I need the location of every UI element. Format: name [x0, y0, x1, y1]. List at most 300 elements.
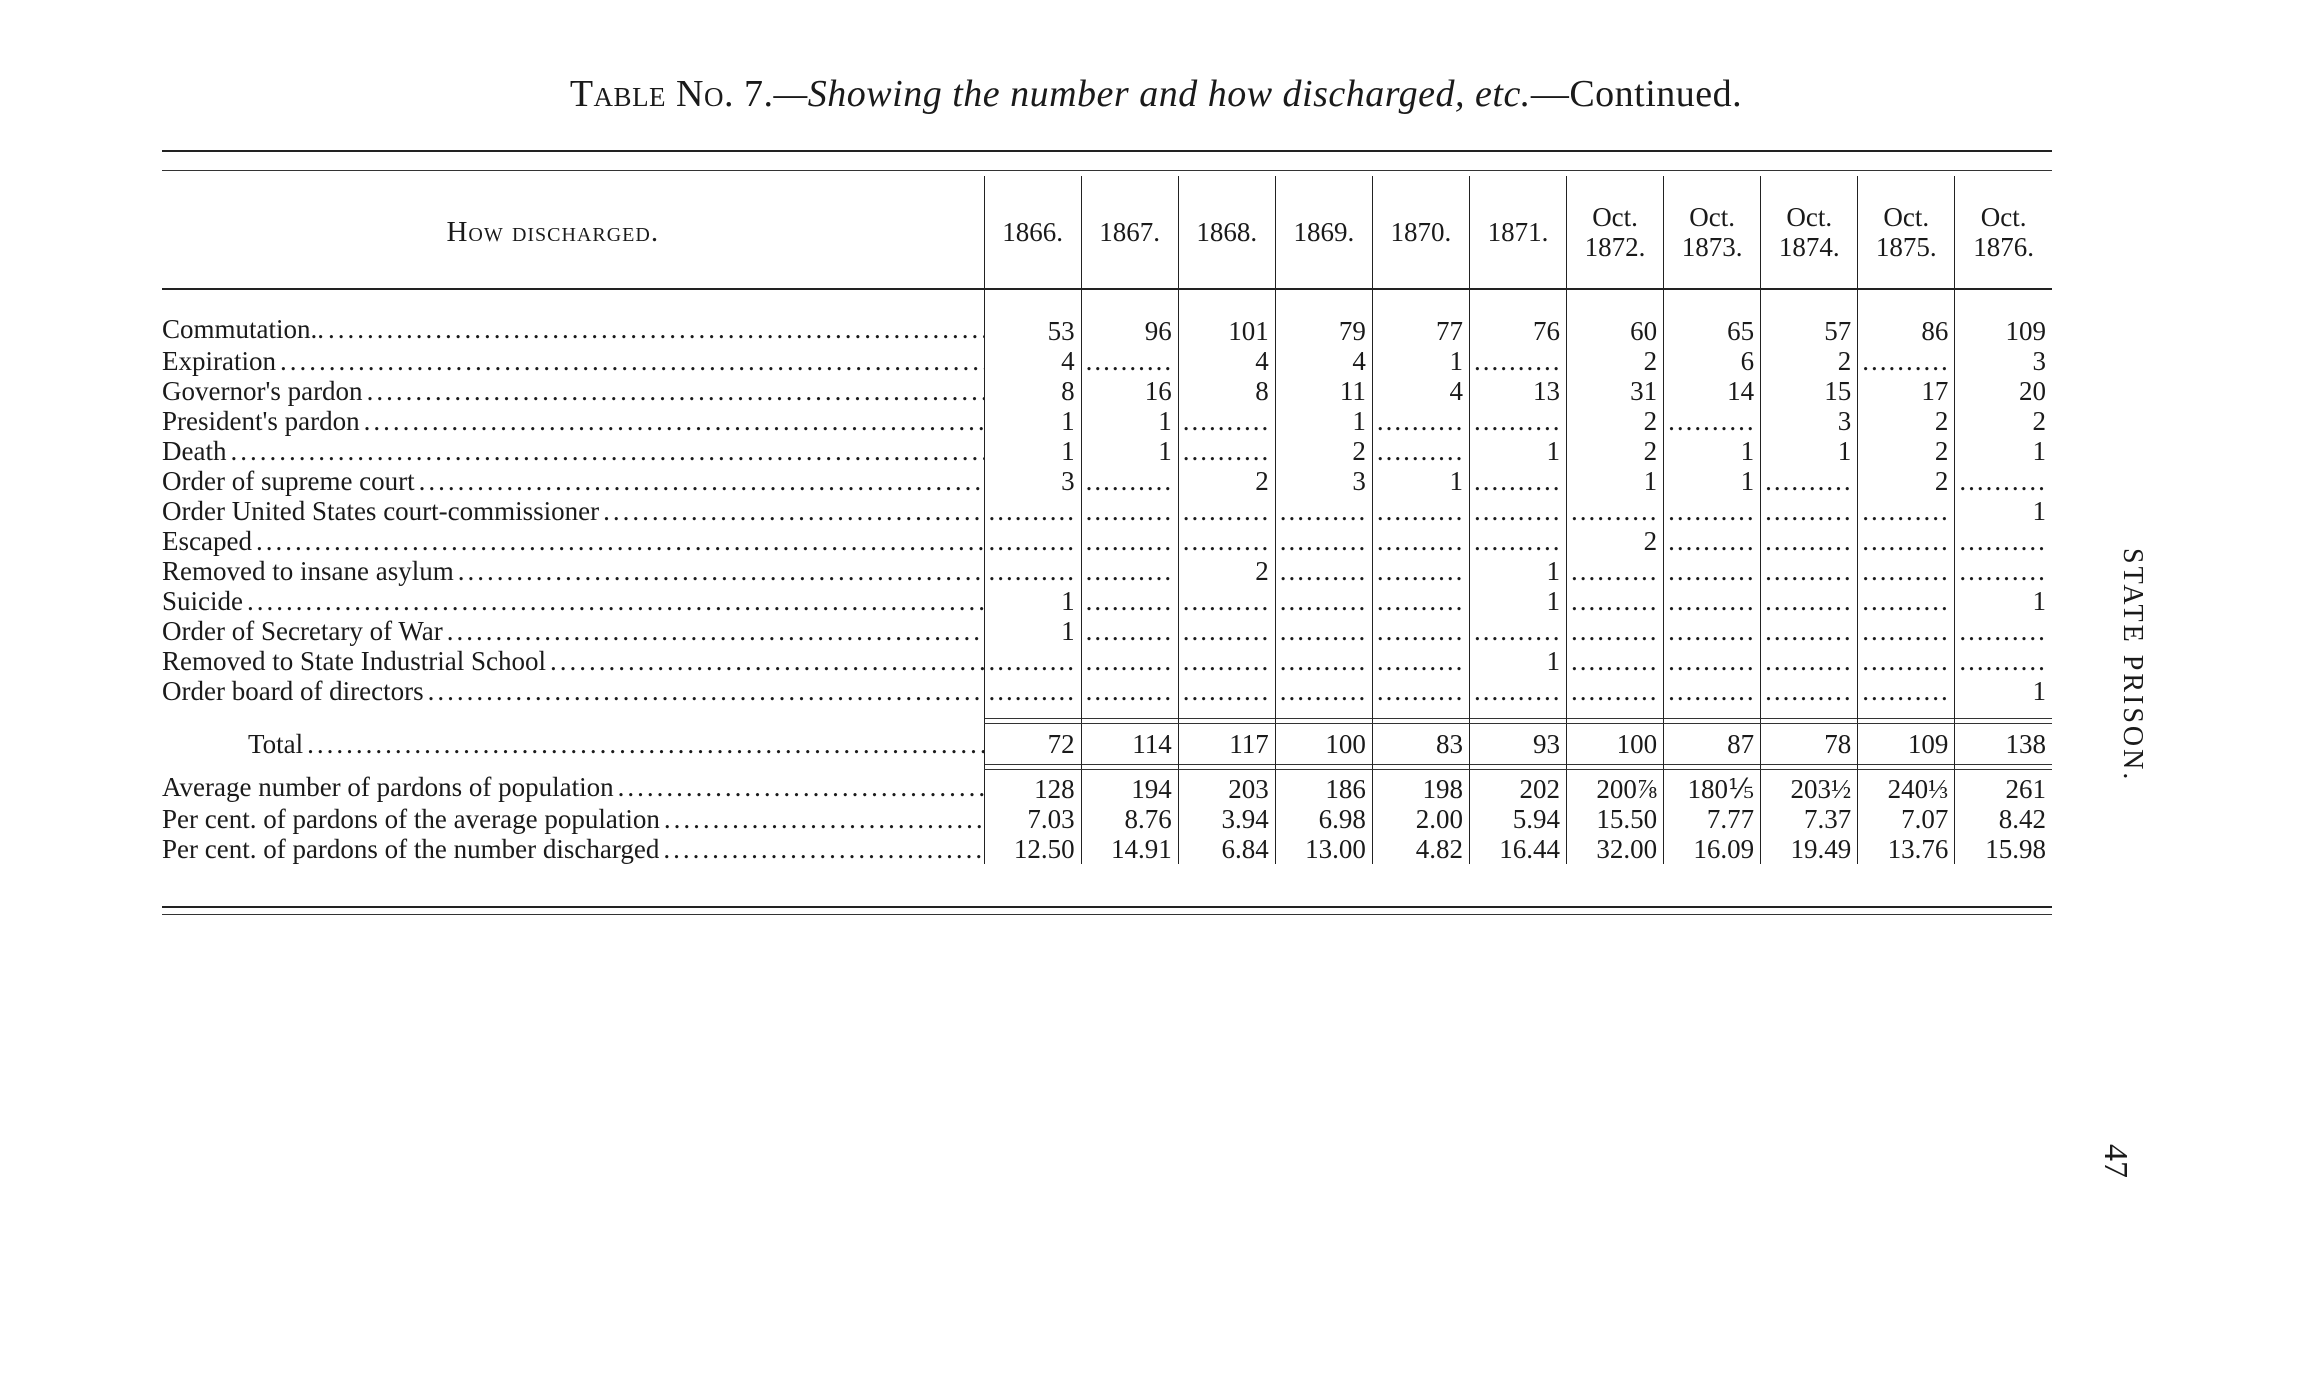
- value-cell: 1: [1664, 436, 1761, 466]
- value-cell: [1567, 556, 1664, 586]
- value-cell: 77: [1372, 312, 1469, 346]
- row-label: Per cent. of pardons of the number discharged: [162, 834, 660, 864]
- value-cell: [1178, 616, 1275, 646]
- header-year: Oct. 1874.: [1761, 176, 1858, 289]
- value-cell: [1567, 676, 1664, 706]
- empty-leader-dots: [1664, 556, 1754, 586]
- spacer-cell: [1858, 289, 1955, 312]
- value-cell: [1275, 556, 1372, 586]
- empty-leader-dots: [1664, 646, 1754, 676]
- value-cell: 1: [1955, 586, 2052, 616]
- table-row: [162, 526, 2052, 556]
- value-cell: 2: [1955, 406, 2052, 436]
- value-cell: 114: [1081, 724, 1178, 765]
- empty-leader-dots: [1373, 646, 1463, 676]
- empty-leader-dots: [1276, 616, 1366, 646]
- value-cell: 1: [1761, 436, 1858, 466]
- value-cell: [984, 556, 1081, 586]
- value-cell: 1: [1372, 466, 1469, 496]
- empty-leader-dots: [1373, 616, 1463, 646]
- value-cell: 15: [1761, 376, 1858, 406]
- value-cell: 96: [1081, 312, 1178, 346]
- value-cell: 7.37: [1761, 804, 1858, 834]
- empty-leader-dots: [985, 526, 1075, 556]
- row-label-cell: [162, 406, 984, 436]
- value-cell: 8.76: [1081, 804, 1178, 834]
- empty-leader-dots: [1955, 526, 2046, 556]
- empty-leader-dots: [1373, 586, 1463, 616]
- value-cell: [1858, 496, 1955, 526]
- value-cell: 20: [1955, 376, 2052, 406]
- empty-leader-dots: [1470, 676, 1560, 706]
- empty-leader-dots: [1567, 676, 1657, 706]
- value-cell: 1: [984, 436, 1081, 466]
- value-cell: 4.82: [1372, 834, 1469, 864]
- value-cell: [1761, 556, 1858, 586]
- value-cell: 14: [1664, 376, 1761, 406]
- value-cell: 8: [1178, 376, 1275, 406]
- empty-leader-dots: [1761, 526, 1851, 556]
- value-cell: 2: [1858, 436, 1955, 466]
- empty-leader-dots: [1082, 346, 1172, 376]
- empty-leader-dots: [1761, 646, 1851, 676]
- empty-leader-dots: [1955, 556, 2046, 586]
- row-label-cell: [162, 376, 984, 406]
- empty-leader-dots: [1179, 436, 1269, 466]
- row-label: Escaped: [162, 526, 252, 556]
- stats-row: [162, 770, 2052, 805]
- value-cell: [1081, 466, 1178, 496]
- value-cell: 2: [1567, 436, 1664, 466]
- empty-leader-dots: [1276, 586, 1366, 616]
- value-cell: 19.49: [1761, 834, 1858, 864]
- value-cell: [1955, 526, 2052, 556]
- value-cell: 15.50: [1567, 804, 1664, 834]
- table-row: [162, 436, 2052, 466]
- value-cell: 4: [1372, 376, 1469, 406]
- value-cell: 14.91: [1081, 834, 1178, 864]
- spacer-cell: [162, 706, 984, 719]
- leader-dots: [230, 436, 984, 466]
- row-label: Order of supreme court: [162, 466, 415, 496]
- leader-dots: [419, 466, 984, 496]
- empty-leader-dots: [1082, 496, 1172, 526]
- value-cell: [984, 526, 1081, 556]
- value-cell: [1664, 526, 1761, 556]
- empty-leader-dots: [1276, 526, 1366, 556]
- value-cell: 200⅞: [1567, 770, 1664, 805]
- value-cell: 78: [1761, 724, 1858, 765]
- empty-leader-dots: [1470, 406, 1560, 436]
- value-cell: 76: [1469, 312, 1566, 346]
- row-label: Order of Secretary of War: [162, 616, 443, 646]
- table-row: [162, 466, 2052, 496]
- empty-leader-dots: [985, 496, 1075, 526]
- empty-leader-dots: [1955, 466, 2046, 496]
- value-cell: 3: [1955, 346, 2052, 376]
- value-cell: 3: [1275, 466, 1372, 496]
- value-cell: [984, 496, 1081, 526]
- spacer-cell: [1664, 289, 1761, 312]
- value-cell: [1664, 556, 1761, 586]
- empty-leader-dots: [1373, 676, 1463, 706]
- row-label-cell: [162, 436, 984, 466]
- total-row: [162, 724, 2052, 765]
- value-cell: [1372, 556, 1469, 586]
- value-cell: 2: [1178, 466, 1275, 496]
- value-cell: 87: [1664, 724, 1761, 765]
- value-cell: 53: [984, 312, 1081, 346]
- value-cell: 60: [1567, 312, 1664, 346]
- value-cell: 86: [1858, 312, 1955, 346]
- empty-leader-dots: [1082, 556, 1172, 586]
- empty-leader-dots: [1082, 646, 1172, 676]
- spacer-cell: [984, 289, 1081, 312]
- value-cell: 203½: [1761, 770, 1858, 805]
- value-cell: 194: [1081, 770, 1178, 805]
- empty-leader-dots: [1082, 466, 1172, 496]
- value-cell: [1178, 406, 1275, 436]
- value-cell: [1275, 616, 1372, 646]
- value-cell: 1: [1372, 346, 1469, 376]
- value-cell: [1178, 676, 1275, 706]
- value-cell: 1: [984, 406, 1081, 436]
- leader-dots: [328, 314, 984, 344]
- value-cell: [1955, 646, 2052, 676]
- empty-leader-dots: [1664, 616, 1754, 646]
- value-cell: [1372, 406, 1469, 436]
- value-cell: 202: [1469, 770, 1566, 805]
- value-cell: 4: [1178, 346, 1275, 376]
- row-label-cell: [162, 804, 984, 834]
- row-label: Governor's pardon: [162, 376, 363, 406]
- value-cell: [1955, 616, 2052, 646]
- row-label: Average number of pardons of population: [162, 771, 614, 802]
- spacer-cell: [1567, 706, 1664, 719]
- value-cell: [1178, 436, 1275, 466]
- spacer-cell: [1955, 706, 2052, 719]
- row-label-cell: [162, 526, 984, 556]
- value-cell: 100: [1567, 724, 1664, 765]
- row-label: Total: [248, 729, 304, 759]
- leader-dots: [364, 406, 984, 436]
- row-label-cell: [162, 312, 984, 346]
- stats-row: [162, 804, 2052, 834]
- empty-leader-dots: [1082, 676, 1172, 706]
- empty-leader-dots: [1373, 496, 1463, 526]
- value-cell: [1178, 586, 1275, 616]
- page-title: [0, 72, 2312, 116]
- value-cell: [1469, 616, 1566, 646]
- value-cell: 8.42: [1955, 804, 2052, 834]
- row-label-cell: [162, 646, 984, 676]
- value-cell: [1664, 616, 1761, 646]
- empty-leader-dots: [1470, 496, 1560, 526]
- bottom-rule-inner: [162, 914, 2052, 915]
- value-cell: 1: [1081, 436, 1178, 466]
- value-cell: [1469, 346, 1566, 376]
- row-label: Order United States court-commissioner: [162, 496, 600, 526]
- value-cell: [1858, 676, 1955, 706]
- value-cell: 1: [984, 586, 1081, 616]
- value-cell: 11: [1275, 376, 1372, 406]
- empty-leader-dots: [1470, 526, 1560, 556]
- leader-dots: [280, 346, 984, 376]
- value-cell: [1081, 496, 1178, 526]
- value-cell: 100: [1275, 724, 1372, 765]
- value-cell: 4: [984, 346, 1081, 376]
- row-label-cell: [162, 676, 984, 706]
- value-cell: [1178, 646, 1275, 676]
- empty-leader-dots: [1664, 586, 1754, 616]
- empty-leader-dots: [1858, 526, 1948, 556]
- empty-leader-dots: [1082, 526, 1172, 556]
- leader-dots: [428, 676, 984, 706]
- value-cell: 2: [1567, 346, 1664, 376]
- value-cell: [984, 676, 1081, 706]
- value-cell: [1275, 586, 1372, 616]
- empty-leader-dots: [1858, 676, 1948, 706]
- empty-leader-dots: [1761, 466, 1851, 496]
- value-cell: 7.07: [1858, 804, 1955, 834]
- empty-leader-dots: [1373, 436, 1463, 466]
- empty-leader-dots: [1567, 556, 1657, 586]
- value-cell: [1858, 556, 1955, 586]
- value-cell: 1: [1081, 406, 1178, 436]
- table-row: [162, 312, 2052, 346]
- header-year: 1869.: [1275, 176, 1372, 289]
- empty-leader-dots: [1276, 496, 1366, 526]
- value-cell: 2: [1567, 406, 1664, 436]
- value-cell: 15.98: [1955, 834, 2052, 864]
- header-year: Oct. 1875.: [1858, 176, 1955, 289]
- value-cell: [1081, 616, 1178, 646]
- empty-leader-dots: [1761, 556, 1851, 586]
- empty-leader-dots: [1664, 406, 1754, 436]
- empty-leader-dots: [985, 556, 1075, 586]
- empty-leader-dots: [1470, 466, 1560, 496]
- value-cell: 1: [1275, 406, 1372, 436]
- row-label-cell: [162, 586, 984, 616]
- value-cell: [1567, 616, 1664, 646]
- empty-leader-dots: [1567, 496, 1657, 526]
- gap-row: [162, 706, 2052, 719]
- value-cell: [1761, 646, 1858, 676]
- value-cell: 16.09: [1664, 834, 1761, 864]
- table-row: [162, 586, 2052, 616]
- title-tail: —Continued.: [1530, 73, 1743, 115]
- leader-dots: [307, 729, 984, 759]
- value-cell: 180⅕: [1664, 770, 1761, 805]
- value-cell: [1469, 466, 1566, 496]
- header-year: Oct. 1876.: [1955, 176, 2052, 289]
- leader-dots: [603, 496, 984, 526]
- value-cell: 101: [1178, 312, 1275, 346]
- title-lead: Table No. 7.: [569, 73, 774, 115]
- spacer-cell: [1275, 289, 1372, 312]
- value-cell: 6.84: [1178, 834, 1275, 864]
- row-label-cell: [162, 834, 984, 864]
- header-year: Oct. 1873.: [1664, 176, 1761, 289]
- leader-dots: [618, 772, 984, 802]
- value-cell: 7.03: [984, 804, 1081, 834]
- value-cell: [1469, 676, 1566, 706]
- leader-dots: [367, 376, 984, 406]
- value-cell: [1664, 406, 1761, 436]
- table-row: [162, 646, 2052, 676]
- empty-leader-dots: [1858, 556, 1948, 586]
- header-year: 1871.: [1469, 176, 1566, 289]
- row-label-cell: [162, 556, 984, 586]
- table-row: [162, 376, 2052, 406]
- empty-leader-dots: [1664, 496, 1754, 526]
- value-cell: 3: [1761, 406, 1858, 436]
- leader-dots: [447, 616, 984, 646]
- value-cell: [1761, 466, 1858, 496]
- value-cell: 1: [1469, 436, 1566, 466]
- table-row: [162, 556, 2052, 586]
- value-cell: [1081, 676, 1178, 706]
- value-cell: [1081, 346, 1178, 376]
- row-label: Expiration: [162, 346, 276, 376]
- value-cell: 203: [1178, 770, 1275, 805]
- empty-leader-dots: [1373, 556, 1463, 586]
- spacer-cell: [1178, 706, 1275, 719]
- value-cell: 2: [1178, 556, 1275, 586]
- value-cell: 7.77: [1664, 804, 1761, 834]
- value-cell: [1372, 646, 1469, 676]
- row-label-cell: [162, 770, 984, 805]
- discharge-table-wrapper: [162, 176, 2052, 864]
- value-cell: 117: [1178, 724, 1275, 765]
- empty-leader-dots: [1858, 616, 1948, 646]
- value-cell: [1372, 676, 1469, 706]
- value-cell: [1469, 496, 1566, 526]
- empty-leader-dots: [1858, 586, 1948, 616]
- leader-dots: [256, 526, 984, 556]
- value-cell: [984, 646, 1081, 676]
- value-cell: 240⅓: [1858, 770, 1955, 805]
- empty-leader-dots: [1373, 406, 1463, 436]
- value-cell: 1: [1469, 646, 1566, 676]
- value-cell: 13.00: [1275, 834, 1372, 864]
- empty-leader-dots: [1276, 646, 1366, 676]
- row-label: Removed to insane asylum: [162, 556, 454, 586]
- row-label: Per cent. of pardons of the average population: [162, 804, 660, 834]
- value-cell: 3.94: [1178, 804, 1275, 834]
- value-cell: 109: [1955, 312, 2052, 346]
- header-year: 1867.: [1081, 176, 1178, 289]
- spacer-cell: [1178, 289, 1275, 312]
- empty-leader-dots: [1276, 676, 1366, 706]
- empty-leader-dots: [1858, 646, 1948, 676]
- empty-leader-dots: [1470, 346, 1560, 376]
- title-italic: —Showing the number and how discharged, etc.: [773, 73, 1531, 115]
- value-cell: 79: [1275, 312, 1372, 346]
- row-label: Removed to State Industrial School: [162, 646, 546, 676]
- value-cell: 198: [1372, 770, 1469, 805]
- top-rule-outer: [162, 150, 2052, 152]
- empty-leader-dots: [1664, 676, 1754, 706]
- side-running-head: STATE PRISON.: [2117, 548, 2148, 783]
- row-label: Death: [162, 436, 227, 466]
- spacer-cell: [1955, 289, 2052, 312]
- spacer-cell: [1372, 289, 1469, 312]
- empty-leader-dots: [1858, 496, 1948, 526]
- spacer-cell: [1761, 289, 1858, 312]
- value-cell: [1858, 646, 1955, 676]
- value-cell: 83: [1372, 724, 1469, 765]
- leader-dots: [247, 586, 984, 616]
- header-year: 1870.: [1372, 176, 1469, 289]
- value-cell: [1081, 646, 1178, 676]
- value-cell: [1372, 436, 1469, 466]
- spacer-cell: [1372, 706, 1469, 719]
- table-row: [162, 616, 2052, 646]
- empty-leader-dots: [1470, 616, 1560, 646]
- value-cell: 32.00: [1567, 834, 1664, 864]
- value-cell: [1664, 646, 1761, 676]
- row-label: Order board of directors: [162, 676, 424, 706]
- spacer-cell: [1081, 289, 1178, 312]
- value-cell: 109: [1858, 724, 1955, 765]
- empty-leader-dots: [1373, 526, 1463, 556]
- value-cell: [1275, 646, 1372, 676]
- row-label: President's pardon: [162, 406, 360, 436]
- value-cell: 1: [1955, 496, 2052, 526]
- value-cell: 2: [1275, 436, 1372, 466]
- value-cell: 1: [1567, 466, 1664, 496]
- value-cell: [1178, 526, 1275, 556]
- empty-leader-dots: [1179, 526, 1269, 556]
- header-how-discharged: How discharged.: [162, 176, 984, 289]
- spacer-cell: [984, 706, 1081, 719]
- value-cell: [1178, 496, 1275, 526]
- value-cell: [1081, 526, 1178, 556]
- value-cell: [1372, 586, 1469, 616]
- empty-leader-dots: [1082, 616, 1172, 646]
- value-cell: 1: [1664, 466, 1761, 496]
- row-label-cell: [162, 346, 984, 376]
- value-cell: 17: [1858, 376, 1955, 406]
- value-cell: 1: [1955, 436, 2052, 466]
- empty-leader-dots: [1276, 556, 1366, 586]
- discharge-table: [162, 176, 2052, 864]
- value-cell: 72: [984, 724, 1081, 765]
- value-cell: 128: [984, 770, 1081, 805]
- value-cell: 16: [1081, 376, 1178, 406]
- value-cell: [1372, 526, 1469, 556]
- header-year: 1866.: [984, 176, 1081, 289]
- table-row: [162, 676, 2052, 706]
- value-cell: [1761, 496, 1858, 526]
- spacer-row: [162, 289, 2052, 312]
- value-cell: 65: [1664, 312, 1761, 346]
- table-row: [162, 496, 2052, 526]
- value-cell: [1275, 676, 1372, 706]
- value-cell: 8: [984, 376, 1081, 406]
- empty-leader-dots: [1179, 616, 1269, 646]
- empty-leader-dots: [1761, 676, 1851, 706]
- empty-leader-dots: [1567, 586, 1657, 616]
- value-cell: 2: [1761, 346, 1858, 376]
- value-cell: 57: [1761, 312, 1858, 346]
- empty-leader-dots: [1955, 646, 2046, 676]
- value-cell: [1469, 526, 1566, 556]
- top-rule-inner: [162, 170, 2052, 171]
- value-cell: [1469, 406, 1566, 436]
- value-cell: [1567, 586, 1664, 616]
